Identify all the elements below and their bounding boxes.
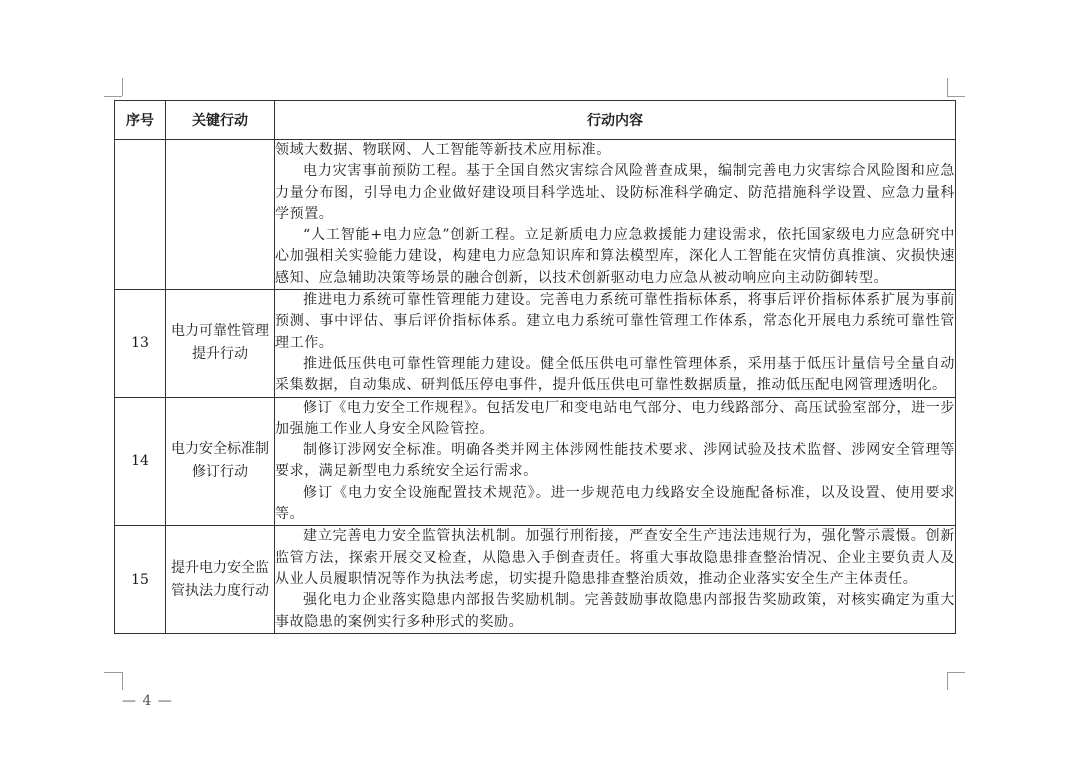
table-header-row	[115, 101, 956, 140]
content-paragraph: 修订《电力安全设施配置技术规范》。进一步规范电力线路安全设施配备标准，以及设置、使用要求等。	[275, 484, 955, 523]
header-number: 序号	[115, 101, 166, 140]
row-action	[166, 140, 275, 290]
table-row	[115, 140, 956, 290]
page-number: — 4 —	[122, 693, 173, 709]
row-action: 提升电力安全监管执法力度行动	[166, 526, 275, 633]
content-paragraph: 强化电力企业落实隐患内部报告奖励机制。完善鼓励事故隐患内部报告奖励政策，对核实确定为重大事故隐患的案例实行多种形式的奖励。	[275, 592, 955, 630]
content-paragraph: 电力灾害事前预防工程。基于全国自然灾害综合风险普查成果，编制完善电力灾害综合风险图和应急力量分布图，引导电力企业做好建设项目科学选址、设防标准科学确定、防范措施科学设置、应急力量科学预置。	[275, 163, 955, 222]
content-paragraph: 制修订涉网安全标准。明确各类并网主体涉网性能技术要求、涉网试验及技术监督、涉网安全管理等要求，满足新型电力系统安全运行需求。	[275, 442, 955, 480]
row-content	[275, 397, 956, 526]
row-number	[115, 140, 166, 290]
row-number: 14	[115, 397, 166, 526]
content-paragraph: 建立完善电力安全监管执法机制。加强行刑衔接，严查安全生产违法违规行为，强化警示震慑。创新监管方法，探索开展交叉检查，从隐患入手倒查责任。将重大事故隐患排查整治情况、企业主要负责人及从业人员履职情况等作为执法考虑，切实提升隐患排查整治质效，推动企业落实安全生产主体责任。	[275, 528, 955, 587]
row-content	[275, 526, 956, 633]
table-row	[115, 290, 956, 397]
crop-mark-top-right-h	[947, 96, 965, 97]
row-number: 13	[115, 290, 166, 397]
crop-mark-bottom-right-h	[947, 672, 965, 673]
table-row	[115, 526, 956, 633]
row-action: 电力可靠性管理提升行动	[166, 290, 275, 397]
content-paragraph: 推进电力系统可靠性管理能力建设。完善电力系统可靠性指标体系，将事后评价指标体系扩展为事前预测、事中评估、事后评价指标体系。建立电力系统可靠性管理工作体系，常态化开展电力系统可靠性管理工作。	[275, 292, 955, 351]
header-key-action: 关键行动	[166, 101, 275, 140]
crop-mark-top-left-v	[122, 78, 123, 96]
action-table	[114, 100, 956, 634]
table-row	[115, 397, 956, 526]
content-paragraph: 推进低压供电可靠性管理能力建设。健全低压供电可靠性管理体系，采用基于低压计量信号全量自动采集数据，自动集成、研判低压停电事件，提升低压供电可靠性数据质量，推动低压配电网管理透明化。	[275, 355, 955, 394]
content-paragraph: “人工智能+电力应急”创新工程。立足新质电力应急救援能力建设需求，依托国家级电力应急研究中心加强相关实验能力建设，构建电力应急知识库和算法模型库，深化人工智能在灾情仿真推演、灾损快速感知、应急辅助决策等场景的融合创新，以技术创新驱动电力应急从被动响应向主动防御转型。	[275, 227, 955, 286]
content-paragraph: 领域大数据、物联网、人工智能等新技术应用标准。	[275, 142, 611, 158]
crop-mark-bottom-right-v	[947, 672, 948, 690]
crop-mark-bottom-left-v	[122, 672, 123, 690]
header-action-content: 行动内容	[275, 101, 956, 140]
row-number: 15	[115, 526, 166, 633]
crop-mark-bottom-left-h	[104, 672, 122, 673]
content-paragraph: 修订《电力安全工作规程》。包括发电厂和变电站电气部分、电力线路部分、高压试验室部分，进一步加强施工作业人身安全风险管控。	[275, 399, 955, 437]
crop-mark-top-right-v	[947, 78, 948, 96]
row-content	[275, 140, 956, 290]
crop-mark-top-left-h	[104, 96, 122, 97]
row-content	[275, 290, 956, 397]
row-action: 电力安全标准制修订行动	[166, 397, 275, 526]
